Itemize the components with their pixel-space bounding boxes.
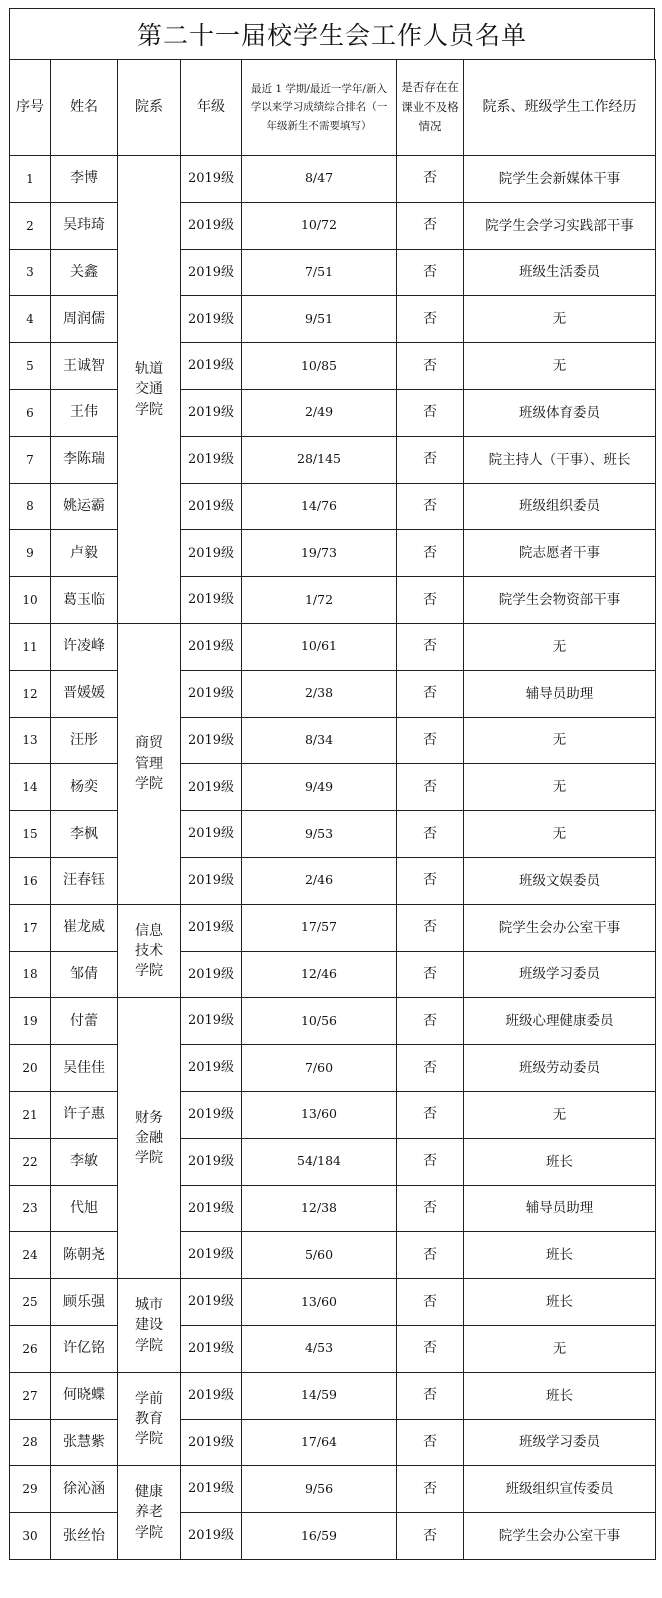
table-row (10, 249, 656, 296)
experience-cell: 班级生活委员 (464, 249, 656, 296)
table-row (10, 623, 656, 670)
header-row (10, 60, 656, 156)
rank-cell: 9/53 (242, 811, 397, 858)
experience-cell: 院志愿者干事 (464, 530, 656, 577)
student-name: 陈朝尧 (51, 1232, 118, 1279)
fail-status-cell: 否 (397, 530, 464, 577)
row-number: 21 (10, 1091, 51, 1138)
experience-cell: 无 (464, 1325, 656, 1372)
table-row (10, 670, 656, 717)
grade-cell: 2019级 (181, 670, 242, 717)
fail-status-cell: 否 (397, 764, 464, 811)
department-cell: 轨道交通学院 (118, 156, 181, 624)
grade-cell: 2019级 (181, 1466, 242, 1513)
student-name: 汪春钰 (51, 857, 118, 904)
fail-status-cell: 否 (397, 951, 464, 998)
rank-cell: 14/59 (242, 1372, 397, 1419)
rank-cell: 19/73 (242, 530, 397, 577)
row-number: 30 (10, 1513, 51, 1560)
rank-cell: 12/46 (242, 951, 397, 998)
grade-cell: 2019级 (181, 343, 242, 390)
row-number: 24 (10, 1232, 51, 1279)
fail-status-cell: 否 (397, 1279, 464, 1326)
row-number: 4 (10, 296, 51, 343)
experience-cell: 无 (464, 717, 656, 764)
student-name: 崔龙威 (51, 904, 118, 951)
row-number: 7 (10, 436, 51, 483)
row-number: 2 (10, 202, 51, 249)
table-row (10, 811, 656, 858)
row-number: 27 (10, 1372, 51, 1419)
row-number: 11 (10, 623, 51, 670)
table-row (10, 389, 656, 436)
row-number: 8 (10, 483, 51, 530)
page-title: 第二十一届校学生会工作人员名单 (9, 8, 655, 59)
experience-cell: 院学生会学习实践部干事 (464, 202, 656, 249)
rank-cell: 12/38 (242, 1185, 397, 1232)
grade-cell: 2019级 (181, 1513, 242, 1560)
experience-cell: 无 (464, 1091, 656, 1138)
grade-cell: 2019级 (181, 202, 242, 249)
experience-cell: 班级学习委员 (464, 1419, 656, 1466)
grade-cell: 2019级 (181, 389, 242, 436)
rank-cell: 2/38 (242, 670, 397, 717)
student-name: 吴佳佳 (51, 1045, 118, 1092)
experience-cell: 无 (464, 764, 656, 811)
experience-cell: 班级学习委员 (464, 951, 656, 998)
student-name: 姚运霸 (51, 483, 118, 530)
grade-cell: 2019级 (181, 577, 242, 624)
student-name: 邹倩 (51, 951, 118, 998)
fail-status-cell: 否 (397, 483, 464, 530)
grade-cell: 2019级 (181, 857, 242, 904)
fail-status-cell: 否 (397, 904, 464, 951)
student-name: 李敏 (51, 1138, 118, 1185)
rank-cell: 9/51 (242, 296, 397, 343)
header-rank: 最近 1 学期/最近一学年/新入学以来学习成绩综合排名（一年级新生不需要填写） (242, 60, 397, 156)
table-row (10, 483, 656, 530)
fail-status-cell: 否 (397, 811, 464, 858)
fail-status-cell: 否 (397, 249, 464, 296)
header-name: 姓名 (51, 60, 118, 156)
grade-cell: 2019级 (181, 717, 242, 764)
fail-status-cell: 否 (397, 670, 464, 717)
row-number: 3 (10, 249, 51, 296)
rank-cell: 13/60 (242, 1091, 397, 1138)
student-name: 晋媛媛 (51, 670, 118, 717)
table-row (10, 904, 656, 951)
grade-cell: 2019级 (181, 1138, 242, 1185)
experience-cell: 班长 (464, 1232, 656, 1279)
experience-cell: 班长 (464, 1372, 656, 1419)
rank-cell: 10/72 (242, 202, 397, 249)
rank-cell: 10/56 (242, 998, 397, 1045)
table-row (10, 1325, 656, 1372)
experience-cell: 班长 (464, 1138, 656, 1185)
rank-cell: 2/46 (242, 857, 397, 904)
table-row (10, 343, 656, 390)
header-grade: 年级 (181, 60, 242, 156)
rank-cell: 5/60 (242, 1232, 397, 1279)
student-name: 杨奕 (51, 764, 118, 811)
rank-cell: 9/56 (242, 1466, 397, 1513)
fail-status-cell: 否 (397, 1513, 464, 1560)
table-row (10, 1045, 656, 1092)
table-row (10, 1513, 656, 1560)
student-name: 许凌峰 (51, 623, 118, 670)
experience-cell: 无 (464, 811, 656, 858)
table-row (10, 998, 656, 1045)
rank-cell: 1/72 (242, 577, 397, 624)
row-number: 13 (10, 717, 51, 764)
department-cell: 学前教育学院 (118, 1372, 181, 1466)
fail-status-cell: 否 (397, 998, 464, 1045)
rank-cell: 2/49 (242, 389, 397, 436)
row-number: 23 (10, 1185, 51, 1232)
row-number: 16 (10, 857, 51, 904)
experience-cell: 辅导员助理 (464, 1185, 656, 1232)
student-name: 张慧紫 (51, 1419, 118, 1466)
fail-status-cell: 否 (397, 1045, 464, 1092)
rank-cell: 17/64 (242, 1419, 397, 1466)
department-cell: 财务金融学院 (118, 998, 181, 1279)
student-name: 吴玮琦 (51, 202, 118, 249)
student-name: 王伟 (51, 389, 118, 436)
student-name: 李博 (51, 156, 118, 203)
fail-status-cell: 否 (397, 296, 464, 343)
grade-cell: 2019级 (181, 1045, 242, 1092)
student-name: 付蕾 (51, 998, 118, 1045)
rank-cell: 9/49 (242, 764, 397, 811)
table-row (10, 764, 656, 811)
table-row (10, 1091, 656, 1138)
grade-cell: 2019级 (181, 998, 242, 1045)
row-number: 5 (10, 343, 51, 390)
rank-cell: 17/57 (242, 904, 397, 951)
fail-status-cell: 否 (397, 1466, 464, 1513)
student-name: 葛玉临 (51, 577, 118, 624)
student-name: 卢毅 (51, 530, 118, 577)
grade-cell: 2019级 (181, 811, 242, 858)
rank-cell: 4/53 (242, 1325, 397, 1372)
grade-cell: 2019级 (181, 249, 242, 296)
roster-table (9, 59, 656, 1560)
student-name: 徐沁涵 (51, 1466, 118, 1513)
fail-status-cell: 否 (397, 436, 464, 483)
fail-status-cell: 否 (397, 857, 464, 904)
table-row (10, 156, 656, 203)
experience-cell: 班级组织宣传委员 (464, 1466, 656, 1513)
experience-cell: 辅导员助理 (464, 670, 656, 717)
student-name: 汪彤 (51, 717, 118, 764)
grade-cell: 2019级 (181, 156, 242, 203)
table-row (10, 1419, 656, 1466)
table-row (10, 577, 656, 624)
experience-cell: 班长 (464, 1279, 656, 1326)
grade-cell: 2019级 (181, 623, 242, 670)
row-number: 6 (10, 389, 51, 436)
table-row (10, 296, 656, 343)
grade-cell: 2019级 (181, 904, 242, 951)
table-row (10, 1466, 656, 1513)
grade-cell: 2019级 (181, 530, 242, 577)
table-row (10, 1372, 656, 1419)
row-number: 29 (10, 1466, 51, 1513)
student-name: 代旭 (51, 1185, 118, 1232)
row-number: 14 (10, 764, 51, 811)
table-body (10, 156, 656, 1560)
grade-cell: 2019级 (181, 296, 242, 343)
fail-status-cell: 否 (397, 343, 464, 390)
row-number: 28 (10, 1419, 51, 1466)
student-name: 李枫 (51, 811, 118, 858)
grade-cell: 2019级 (181, 483, 242, 530)
experience-cell: 无 (464, 296, 656, 343)
grade-cell: 2019级 (181, 764, 242, 811)
fail-status-cell: 否 (397, 1372, 464, 1419)
row-number: 25 (10, 1279, 51, 1326)
rank-cell: 8/34 (242, 717, 397, 764)
header-experience: 院系、班级学生工作经历 (464, 60, 656, 156)
row-number: 20 (10, 1045, 51, 1092)
experience-cell: 班级文娱委员 (464, 857, 656, 904)
department-cell: 城市建设学院 (118, 1279, 181, 1373)
grade-cell: 2019级 (181, 1091, 242, 1138)
rank-cell: 28/145 (242, 436, 397, 483)
grade-cell: 2019级 (181, 1372, 242, 1419)
experience-cell: 院学生会办公室干事 (464, 1513, 656, 1560)
rank-cell: 54/184 (242, 1138, 397, 1185)
fail-status-cell: 否 (397, 1091, 464, 1138)
fail-status-cell: 否 (397, 156, 464, 203)
row-number: 9 (10, 530, 51, 577)
fail-status-cell: 否 (397, 389, 464, 436)
student-name: 周润儒 (51, 296, 118, 343)
department-cell: 商贸管理学院 (118, 623, 181, 904)
student-name: 李陈瑞 (51, 436, 118, 483)
table-row (10, 1232, 656, 1279)
fail-status-cell: 否 (397, 1419, 464, 1466)
table-row (10, 857, 656, 904)
experience-cell: 班级体育委员 (464, 389, 656, 436)
student-name: 张丝怡 (51, 1513, 118, 1560)
row-number: 19 (10, 998, 51, 1045)
experience-cell: 无 (464, 343, 656, 390)
experience-cell: 无 (464, 623, 656, 670)
grade-cell: 2019级 (181, 436, 242, 483)
fail-status-cell: 否 (397, 1325, 464, 1372)
grade-cell: 2019级 (181, 951, 242, 998)
grade-cell: 2019级 (181, 1419, 242, 1466)
row-number: 17 (10, 904, 51, 951)
student-name: 何晓蝶 (51, 1372, 118, 1419)
table-row (10, 951, 656, 998)
header-dept: 院系 (118, 60, 181, 156)
department-cell: 信息技术学院 (118, 904, 181, 998)
fail-status-cell: 否 (397, 1232, 464, 1279)
fail-status-cell: 否 (397, 1138, 464, 1185)
rank-cell: 13/60 (242, 1279, 397, 1326)
row-number: 18 (10, 951, 51, 998)
row-number: 12 (10, 670, 51, 717)
experience-cell: 院学生会物资部干事 (464, 577, 656, 624)
rank-cell: 7/51 (242, 249, 397, 296)
department-cell: 健康养老学院 (118, 1466, 181, 1560)
experience-cell: 班级劳动委员 (464, 1045, 656, 1092)
table-row (10, 1279, 656, 1326)
rank-cell: 7/60 (242, 1045, 397, 1092)
experience-cell: 院学生会新媒体干事 (464, 156, 656, 203)
student-name: 王诚智 (51, 343, 118, 390)
experience-cell: 班级组织委员 (464, 483, 656, 530)
fail-status-cell: 否 (397, 1185, 464, 1232)
rank-cell: 8/47 (242, 156, 397, 203)
rank-cell: 14/76 (242, 483, 397, 530)
roster-sheet (9, 8, 655, 1560)
student-name: 许子惠 (51, 1091, 118, 1138)
fail-status-cell: 否 (397, 717, 464, 764)
student-name: 许亿铭 (51, 1325, 118, 1372)
header-fail: 是否存在在课业不及格情况 (397, 60, 464, 156)
experience-cell: 院学生会办公室干事 (464, 904, 656, 951)
grade-cell: 2019级 (181, 1232, 242, 1279)
rank-cell: 10/85 (242, 343, 397, 390)
table-row (10, 717, 656, 764)
rank-cell: 10/61 (242, 623, 397, 670)
experience-cell: 班级心理健康委员 (464, 998, 656, 1045)
row-number: 26 (10, 1325, 51, 1372)
row-number: 15 (10, 811, 51, 858)
table-row (10, 530, 656, 577)
row-number: 1 (10, 156, 51, 203)
grade-cell: 2019级 (181, 1279, 242, 1326)
fail-status-cell: 否 (397, 577, 464, 624)
grade-cell: 2019级 (181, 1325, 242, 1372)
table-row (10, 1138, 656, 1185)
row-number: 10 (10, 577, 51, 624)
rank-cell: 16/59 (242, 1513, 397, 1560)
fail-status-cell: 否 (397, 202, 464, 249)
fail-status-cell: 否 (397, 623, 464, 670)
grade-cell: 2019级 (181, 1185, 242, 1232)
table-row (10, 202, 656, 249)
header-seq: 序号 (10, 60, 51, 156)
row-number: 22 (10, 1138, 51, 1185)
table-row (10, 1185, 656, 1232)
experience-cell: 院主持人（干事）、班长 (464, 436, 656, 483)
table-row (10, 436, 656, 483)
student-name: 关鑫 (51, 249, 118, 296)
student-name: 顾乐强 (51, 1279, 118, 1326)
